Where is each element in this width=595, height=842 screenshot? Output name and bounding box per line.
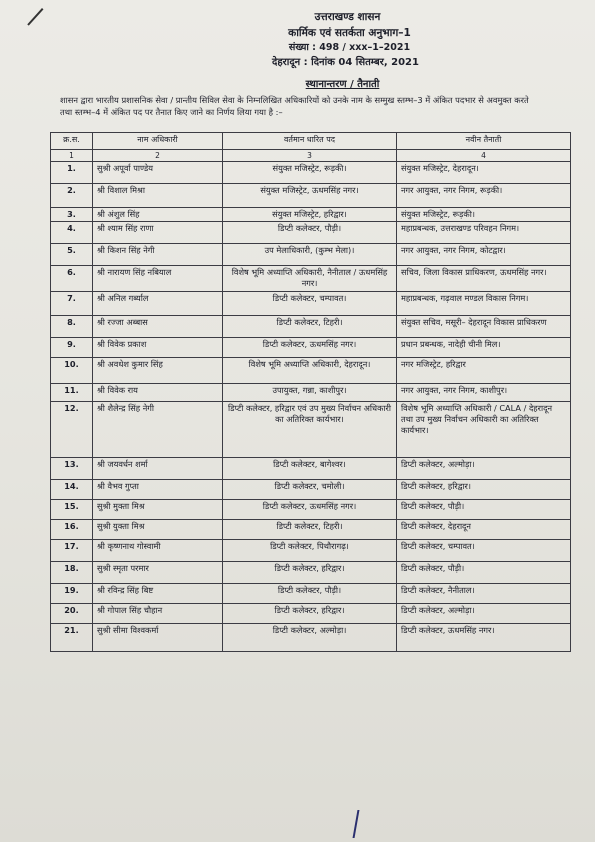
serial-cell: 7.: [51, 292, 93, 316]
table-row: [51, 604, 571, 624]
order-number: संख्या : 498 / xxx–1–2021: [288, 42, 411, 53]
serial-cell: 19.: [51, 584, 93, 604]
table-row: [51, 358, 571, 384]
new-posting-cell: डिप्टी कलेक्टर, पौड़ी।: [397, 500, 571, 520]
officer-name-cell: श्री श्याम सिंह राणा: [93, 222, 223, 244]
table-row: [51, 184, 571, 208]
header-serial: क्र.स.: [51, 133, 93, 150]
column-index: 4: [397, 150, 571, 162]
header-new-posting: नवीन तैनाती: [397, 133, 571, 150]
table-row: [51, 500, 571, 520]
column-index: 1: [51, 150, 93, 162]
new-posting-cell: विशेष भूमि अध्याप्ति अधिकारी / CALA / देहरादून तथा उप मुख्य निर्वाचन अधिकारी का अतिरिक्त कार्यभार।: [397, 402, 571, 458]
signature-mark: [353, 810, 374, 838]
officer-name-cell: श्री गोपाल सिंह चौहान: [93, 604, 223, 624]
current-post-cell: डिप्टी कलेक्टर, हरिद्वार एवं उप मुख्य निर्वाचन अधिकारी का अतिरिक्त कार्यभार।: [223, 402, 397, 458]
new-posting-cell: महाप्रबन्धक, गढ़वाल मण्डल विकास निगम।: [397, 292, 571, 316]
current-post-cell: डिप्टी कलेक्टर, बागेश्वर।: [223, 458, 397, 480]
place-date: देहरादून : दिनांक 04 सितम्बर, 2021: [272, 57, 419, 68]
serial-cell: 12.: [51, 402, 93, 458]
column-index-row: [51, 150, 571, 162]
table-row: [51, 292, 571, 316]
table-row: [51, 624, 571, 652]
table-row: [51, 562, 571, 584]
intro-paragraph: शासन द्वारा भारतीय प्रशासनिक सेवा / प्रान्तीय सिविल सेवा के निम्नलिखित अधिकारियों को उनके नाम के सम्मुख स्तम्भ–3 में अंकित पदभार से अवमुक्त करते तथा स्तम्भ–4 में अंकित पद पर तैनात किए जाने का निर्णय लिया गया है :–: [60, 95, 529, 117]
new-posting-cell: डिप्टी कलेक्टर, हरिद्वार।: [397, 480, 571, 500]
current-post-cell: डिप्टी कलेक्टर, टिहरी।: [223, 316, 397, 338]
current-post-cell: डिप्टी कलेक्टर, अल्मोड़ा।: [223, 624, 397, 652]
officer-name-cell: श्री अवधेश कुमार सिंह: [93, 358, 223, 384]
new-posting-cell: नगर आयुक्त, नगर निगम, रूड़की।: [397, 184, 571, 208]
officer-name-cell: श्री जयवर्धन शर्मा: [93, 458, 223, 480]
serial-cell: 1.: [51, 162, 93, 184]
current-post-cell: डिप्टी कलेक्टर, ऊधमसिंह नगर।: [223, 338, 397, 358]
new-posting-cell: संयुक्त मजिस्ट्रेट, देहरादून।: [397, 162, 571, 184]
serial-cell: 10.: [51, 358, 93, 384]
current-post-cell: डिप्टी कलेक्टर, चम्पावत।: [223, 292, 397, 316]
header-current-post: वर्तमान धारित पद: [223, 133, 397, 150]
serial-cell: 2.: [51, 184, 93, 208]
officer-name-cell: श्री किशन सिंह नेगी: [93, 244, 223, 266]
current-post-cell: संयुक्त मजिस्ट्रेट, रूड़की।: [223, 162, 397, 184]
serial-cell: 18.: [51, 562, 93, 584]
officer-name-cell: सुश्री युक्ता मिश्र: [93, 520, 223, 540]
subject-heading: स्थानान्तरण / तैनाती: [305, 79, 380, 90]
table-header-row: [51, 133, 571, 150]
current-post-cell: संयुक्त मजिस्ट्रेट, ऊधमसिंह नगर।: [223, 184, 397, 208]
new-posting-cell: संयुक्त सचिव, मसूरी– देहरादून विकास प्राधिकरण: [397, 316, 571, 338]
table-row: [51, 384, 571, 402]
header-name: नाम अधिकारी: [93, 133, 223, 150]
serial-cell: 4.: [51, 222, 93, 244]
current-post-cell: उपायुक्त, गन्ना, काशीपुर।: [223, 384, 397, 402]
serial-cell: 21.: [51, 624, 93, 652]
new-posting-cell: सचिव, जिला विकास प्राधिकरण, ऊधमसिंह नगर।: [397, 266, 571, 292]
new-posting-cell: डिप्टी कलेक्टर, चम्पावत।: [397, 540, 571, 562]
new-posting-cell: प्रधान प्रबन्धक, नादेही चीनी मिल।: [397, 338, 571, 358]
officer-name-cell: श्री रविन्द्र सिंह बिष्ट: [93, 584, 223, 604]
officer-name-cell: श्री नारायण सिंह नबियाल: [93, 266, 223, 292]
officer-name-cell: श्री विशाल मिश्रा: [93, 184, 223, 208]
officer-name-cell: श्री वैभव गुप्ता: [93, 480, 223, 500]
serial-cell: 13.: [51, 458, 93, 480]
officer-name-cell: श्री रज्जा अब्बास: [93, 316, 223, 338]
serial-cell: 3.: [51, 208, 93, 222]
pen-mark: [27, 8, 43, 26]
current-post-cell: डिप्टी कलेक्टर, पिथौरागढ़।: [223, 540, 397, 562]
current-post-cell: डिप्टी कलेक्टर, चमोली।: [223, 480, 397, 500]
current-post-cell: डिप्टी कलेक्टर, हरिद्वार।: [223, 604, 397, 624]
officer-name-cell: श्री विवेक राय: [93, 384, 223, 402]
officer-name-cell: सुश्री स्मृता परमार: [93, 562, 223, 584]
new-posting-cell: नगर आयुक्त, नगर निगम, काशीपुर।: [397, 384, 571, 402]
table-row: [51, 266, 571, 292]
current-post-cell: उप मेलाधिकारी, (कुम्भ मेला)।: [223, 244, 397, 266]
new-posting-cell: डिप्टी कलेक्टर, नैनीताल।: [397, 584, 571, 604]
officer-name-cell: सुश्री मुक्ता मिश्र: [93, 500, 223, 520]
table-row: [51, 540, 571, 562]
current-post-cell: संयुक्त मजिस्ट्रेट, हरिद्वार।: [223, 208, 397, 222]
transfer-table: [50, 132, 571, 652]
new-posting-cell: डिप्टी कलेक्टर, अल्मोड़ा।: [397, 604, 571, 624]
serial-cell: 6.: [51, 266, 93, 292]
table-row: [51, 584, 571, 604]
officer-name-cell: सुश्री अपूर्वा पाण्डेय: [93, 162, 223, 184]
current-post-cell: डिप्टी कलेक्टर, पौड़ी।: [223, 584, 397, 604]
table-row: [51, 316, 571, 338]
current-post-cell: डिप्टी कलेक्टर, हरिद्वार।: [223, 562, 397, 584]
serial-cell: 20.: [51, 604, 93, 624]
department-heading: कार्मिक एवं सतर्कता अनुभाग–1: [288, 27, 411, 39]
table-row: [51, 402, 571, 458]
current-post-cell: विशेष भूमि अध्याप्ति अधिकारी, देहरादून।: [223, 358, 397, 384]
table-row: [51, 520, 571, 540]
table-row: [51, 244, 571, 266]
serial-cell: 11.: [51, 384, 93, 402]
new-posting-cell: महाप्रबन्धक, उत्तराखण्ड परिवहन निगम।: [397, 222, 571, 244]
current-post-cell: डिप्टी कलेक्टर, टिहरी।: [223, 520, 397, 540]
officer-name-cell: श्री अंशुल सिंह: [93, 208, 223, 222]
current-post-cell: डिप्टी कलेक्टर, ऊधमसिंह नगर।: [223, 500, 397, 520]
table-row: [51, 338, 571, 358]
officer-name-cell: श्री विवेक प्रकाश: [93, 338, 223, 358]
column-index: 2: [93, 150, 223, 162]
new-posting-cell: डिप्टी कलेक्टर, पौड़ी।: [397, 562, 571, 584]
column-index: 3: [223, 150, 397, 162]
new-posting-cell: नगर मजिस्ट्रेट, हरिद्वार: [397, 358, 571, 384]
table-row: [51, 162, 571, 184]
officer-name-cell: सुश्री सीमा विश्वकर्मा: [93, 624, 223, 652]
new-posting-cell: नगर आयुक्त, नगर निगम, कोटद्वार।: [397, 244, 571, 266]
new-posting-cell: संयुक्त मजिस्ट्रेट, रूड़की।: [397, 208, 571, 222]
serial-cell: 16.: [51, 520, 93, 540]
table-row: [51, 458, 571, 480]
new-posting-cell: डिप्टी कलेक्टर, देहरादून: [397, 520, 571, 540]
current-post-cell: विशेष भूमि अध्याप्ति अधिकारी, नैनीताल / ऊधमसिंह नगर।: [223, 266, 397, 292]
officer-name-cell: श्री शैलेन्द्र सिंह नेगी: [93, 402, 223, 458]
serial-cell: 9.: [51, 338, 93, 358]
officer-name-cell: श्री अनिल गर्ब्याल: [93, 292, 223, 316]
serial-cell: 8.: [51, 316, 93, 338]
table-row: [51, 208, 571, 222]
serial-cell: 17.: [51, 540, 93, 562]
table-row: [51, 480, 571, 500]
new-posting-cell: डिप्टी कलेक्टर, ऊधमसिंह नगर।: [397, 624, 571, 652]
govt-heading: उत्तराखण्ड शासन: [314, 11, 381, 23]
serial-cell: 14.: [51, 480, 93, 500]
serial-cell: 15.: [51, 500, 93, 520]
serial-cell: 5.: [51, 244, 93, 266]
table-row: [51, 222, 571, 244]
officer-name-cell: श्री कृष्णनाथ गोस्वामी: [93, 540, 223, 562]
current-post-cell: डिप्टी कलेक्टर, पौड़ी।: [223, 222, 397, 244]
new-posting-cell: डिप्टी कलेक्टर, अल्मोड़ा।: [397, 458, 571, 480]
